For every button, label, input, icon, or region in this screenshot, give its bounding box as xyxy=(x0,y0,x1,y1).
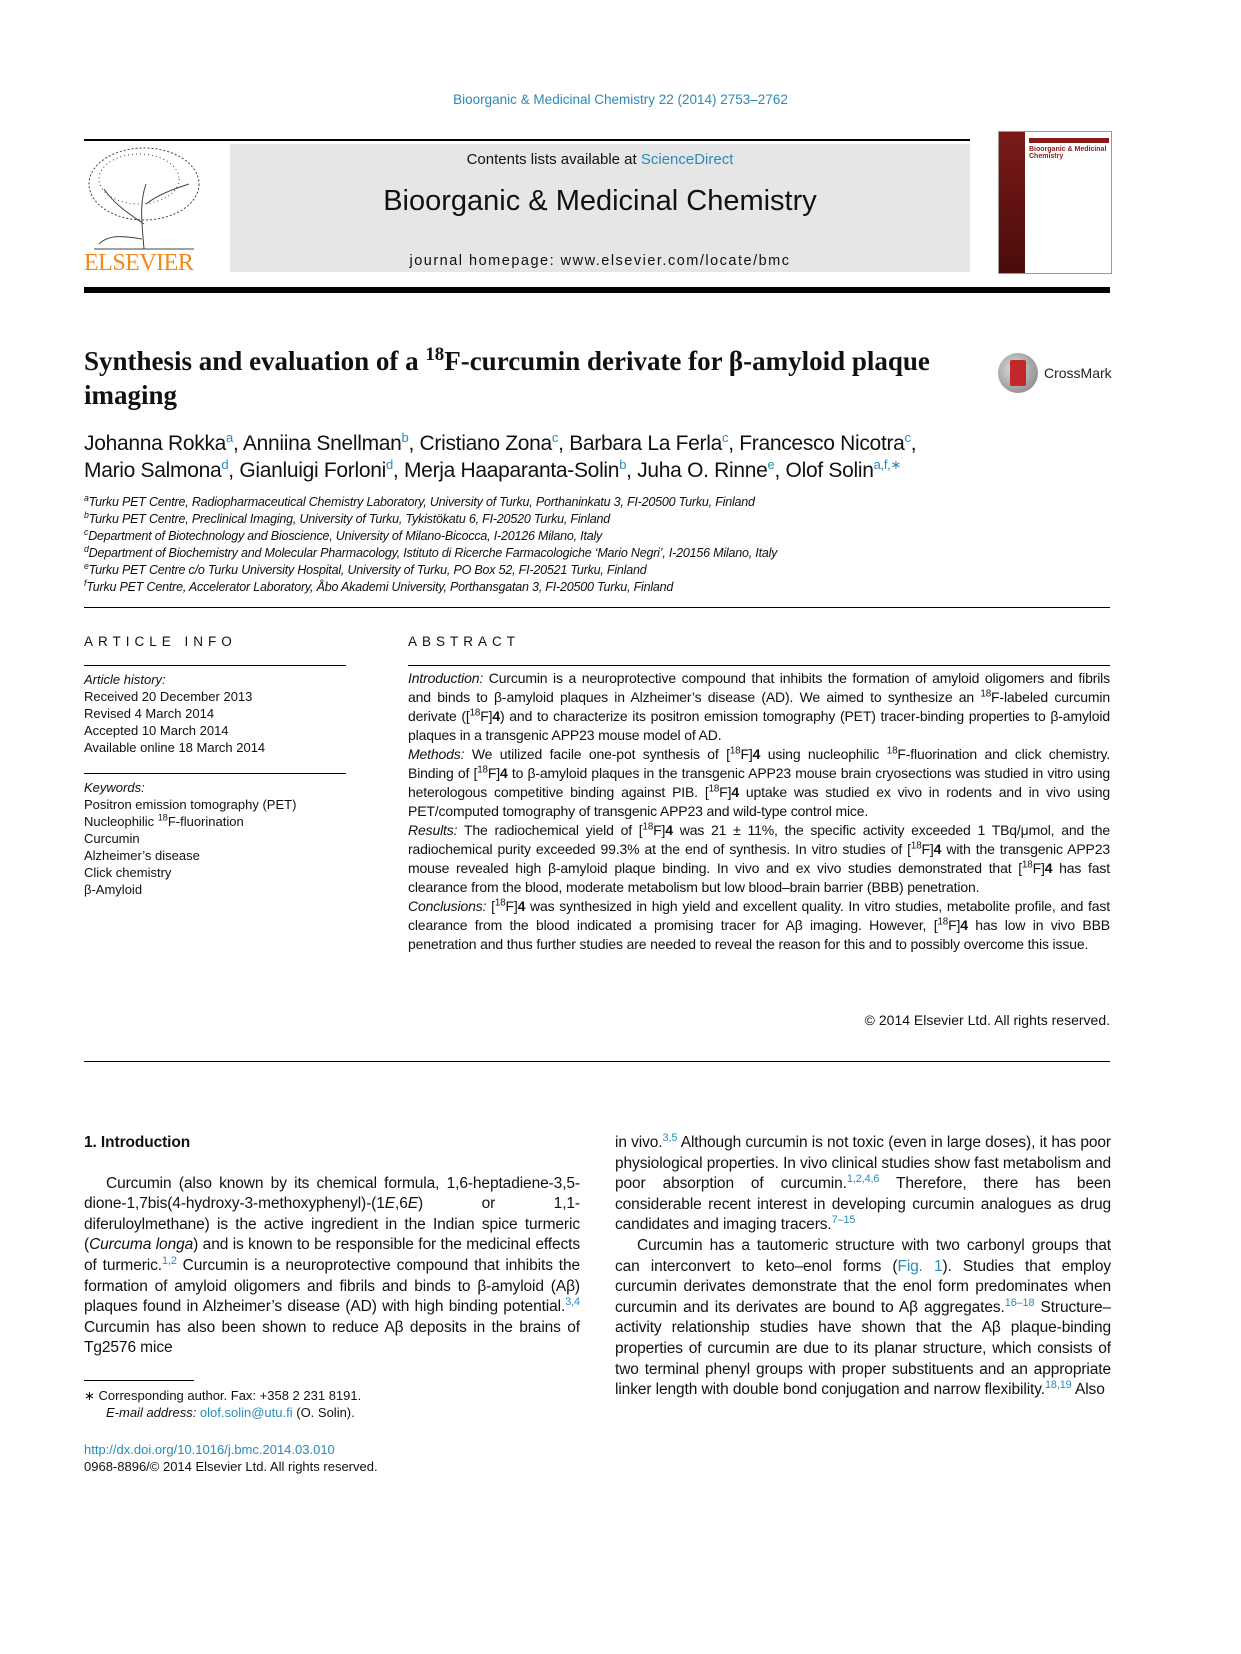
publisher-logo-text: ELSEVIER xyxy=(84,250,194,276)
crossmark-button[interactable] xyxy=(998,353,1110,395)
affiliation: $^c$Department of Biotechnology and Bioscience, University of Milano-Bicocca, I-20126 Milano, Italy xyxy=(84,526,603,543)
keyword: β-Amyloid xyxy=(84,882,143,897)
divider xyxy=(408,665,1110,666)
sciencedirect-link[interactable]: ScienceDirect xyxy=(640,151,734,168)
keywords xyxy=(84,779,346,898)
abstract-heading: ABSTRACT xyxy=(408,634,521,649)
footnote-divider xyxy=(84,1380,194,1381)
history-item: Received 20 December 2013 xyxy=(84,689,253,704)
crossmark-label: CrossMark xyxy=(1044,365,1112,381)
left-column xyxy=(84,1133,580,1359)
affiliation: $^e$Turku PET Centre c/o Turku University Hospital, University of Turku, PO Box 52, FI-20521 Turku, Finland xyxy=(84,560,647,577)
abstract-paragraph: Introduction: Curcumin is a neuroprotective compound that inhibits the formation of amyloid oligomers and fibrils and binds to β-amyloid plaques in Alzheimer’s disease (AD). We aimed to synthesize an $^{18}$F-labeled curcumin derivate ([$^{18}$F]4) and to characterize its positron emission tomography (PET) tracer-binding properties to β-amyloid plaques in a transgenic APP23 mouse model of AD. xyxy=(408,670,1110,743)
journal-title: Bioorganic & Medicinal Chemistry xyxy=(383,185,817,217)
citation-link[interactable]: 16–18 xyxy=(1004,1296,1035,1309)
email-label: E-mail address: xyxy=(106,1405,200,1420)
article-info-heading: ARTICLE INFO xyxy=(84,634,237,649)
citation-link[interactable]: 3,5 xyxy=(662,1131,678,1144)
abstract-copyright: © 2014 Elsevier Ltd. All rights reserved. xyxy=(864,1012,1110,1028)
abstract-paragraph: Conclusions: [$^{18}$F]4 was synthesized in high yield and excellent quality. In vitro studies, metabolite profile, and fast clearance from the blood indicated a promising tracer for Aβ imaging. However, [$^{18}$F]4 has low in vivo BBB penetration and thus further studies are needed to reveal the reason for this and to possibly overcome this issue. xyxy=(408,897,1110,952)
corresponding-author: ∗ Corresponding author. Fax: +358 2 231 8191. xyxy=(84,1388,362,1403)
author-list: Johanna Rokka$^a$, Anniina Snellman$^b$, Cristiano Zona$^c$, Barbara La Ferla$^c$, Francesco Nicotra$^c$, Mario Salmona$^d$, Gianluigi Forloni$^d$, Merja Haaparanta-Solin$^b$, Juha O. Rinne$^e$, Olof Solin$^{a,f,∗}$ xyxy=(84,430,917,482)
abstract-paragraph: Results: The radiochemical yield of [$^{18}$F]4 was 21 ± 11%, the specific activity exceeded 1 TBq/μmol, and the radiochemical purity exceeded 99.3% at the end of synthesis. In vitro studies of [$^{18}$F]4 with the transgenic APP23 mouse revealed high β-amyloid plaque binding. In vivo and ex vivo studies demonstrated that [$^{18}$F]4 has fast clearance from the blood, moderate metabolism but low blood–brain barrier (BBB) penetration. xyxy=(408,821,1111,895)
divider xyxy=(84,287,1110,293)
citation-link[interactable]: 1,2,4,6 xyxy=(846,1173,880,1186)
keyword: Curcumin xyxy=(84,831,140,846)
contents-prefix: Contents lists available at xyxy=(466,151,641,168)
body-paragraph: in vivo.$^{3,5}$ Although curcumin is not toxic (even in large doses), it has poor physiological properties. In vivo clinical studies show fast metabolism and poor absorption of curcumin.$^{1,2,4,6}$ Therefore, there has been considerable recent interest in developing curcumin analogues as drug candidates and imaging tracers.$^{7-15}$ xyxy=(615,1131,1112,1234)
affiliation: $^b$Turku PET Centre, Preclinical Imaging, University of Turku, Tykistökatu 6, FI-20520 Turku, Finland xyxy=(84,509,611,526)
journal-homepage[interactable]: journal homepage: www.elsevier.com/locate/bmc xyxy=(409,253,791,269)
crossmark-icon xyxy=(998,353,1038,393)
running-header[interactable]: Bioorganic & Medicinal Chemistry 22 (2014) 2753–2762 xyxy=(453,92,788,107)
affiliation: $^f$Turku PET Centre, Accelerator Laboratory, Åbo Akademi University, Porthansgatan 3, FI-20500 Turku, Finland xyxy=(84,577,674,594)
article-title: Synthesis and evaluation of a $^{18}$F-curcumin derivate for β-amyloid plaque imaging xyxy=(84,344,930,410)
abstract-paragraph: Methods: We utilized facile one-pot synthesis of [$^{18}$F]4 using nucleophilic $^{18}$F-fluorination and click chemistry. Binding of [$^{18}$F]4 to β-amyloid plaques in the transgenic APP23 mouse brain cryosections was studied in vitro using heterologous competitive binding against PIB. [$^{18}$F]4 uptake was studied ex vivo in rodents and in vivo using PET/computed tomography of transgenic APP23 and wild-type control mice. xyxy=(408,745,1111,819)
affiliation: $^a$Turku PET Centre, Radiopharmaceutical Chemistry Laboratory, University of Turku, Porthaninkatu 3, FI-20500 Turku, Finland xyxy=(84,492,755,509)
divider xyxy=(84,665,346,666)
citation-link[interactable]: 7–15 xyxy=(831,1214,856,1227)
keyword: Click chemistry xyxy=(84,865,172,880)
citation-link[interactable]: 3,4 xyxy=(565,1296,580,1308)
divider xyxy=(84,607,1110,608)
cover-title: Bioorganic & Medicinal Chemistry xyxy=(1029,146,1107,160)
history-item: Revised 4 March 2014 xyxy=(84,706,215,721)
history-item: Accepted 10 March 2014 xyxy=(84,723,229,738)
keyword: Alzheimer’s disease xyxy=(84,848,200,863)
footnote xyxy=(84,1387,580,1421)
body-paragraph: Curcumin (also known by its chemical formula, 1,6-heptadiene-3,5-dione-1,7bis(4-hydroxy-3-methoxyphenyl)-(1E,6E) or 1,1-diferuloylmethane) is the active ingredient in the Indian spice turmeric (Curcuma longa) and is known to be responsible for the medicinal effects of turmeric.$^{1,2}$ Curcumin is a neuroprotective compound that inhibits the formation of amyloid oligomers and fibrils and binds to β-amyloid (Aβ) plaques found in Alzheimer’s disease (AD) with high binding potential.$^{3,4}$ Curcumin has also been shown to reduce Aβ deposits in the brains of Tg2576 mice xyxy=(84,1174,580,1357)
divider xyxy=(84,773,346,774)
right-column xyxy=(615,1133,1111,1401)
issn-line: 0968-8896/© 2014 Elsevier Ltd. All rights reserved. xyxy=(84,1459,378,1474)
keyword: Positron emission tomography (PET) xyxy=(84,797,297,812)
journal-cover-image xyxy=(998,131,1112,274)
email-suffix: (O. Solin). xyxy=(292,1405,355,1420)
body-paragraph: Curcumin has a tautomeric structure with two carbonyl groups that can interconvert to keto–enol forms (Fig. 1). Studies that employ curcumin derivates demonstrate that the enol form predominates when curcumin and its derivates are bound to Aβ aggregates.$^{16-18}$ Structure–activity relationship studies have shown that the Aβ plaque-binding properties of curcumin are due to its planar structure, which consists of two terminal phenyl groups with proper substituents and an appropriate linker length with double bond conjugation and narrow flexibility.$^{18,19}$ Also xyxy=(615,1236,1111,1399)
email-link[interactable]: olof.solin@utu.fi xyxy=(199,1405,293,1420)
doi-block xyxy=(84,1441,580,1475)
divider xyxy=(84,139,970,141)
article-history xyxy=(84,671,346,756)
citation-link[interactable]: 1,2 xyxy=(162,1254,177,1267)
history-item: Available online 18 March 2014 xyxy=(84,740,266,755)
history-label: Article history: xyxy=(84,672,166,687)
keywords-label: Keywords: xyxy=(84,780,145,795)
divider xyxy=(84,1061,1110,1062)
citation-link[interactable]: 18,19 xyxy=(1044,1378,1072,1391)
doi-link[interactable]: http://dx.doi.org/10.1016/j.bmc.2014.03.010 xyxy=(84,1442,335,1457)
abstract-body xyxy=(408,669,1110,954)
section-heading: 1. Introduction xyxy=(84,1134,191,1151)
contents-line xyxy=(230,151,970,168)
affiliations xyxy=(84,494,1114,596)
affiliation: $^d$Department of Biochemistry and Molecular Pharmacology, Istituto di Ricerche Farmacologiche ‘Mario Negri’, I-20156 Milano, Italy xyxy=(84,543,778,560)
keyword: Nucleophilic $^{18}$F-fluorination xyxy=(84,812,244,829)
